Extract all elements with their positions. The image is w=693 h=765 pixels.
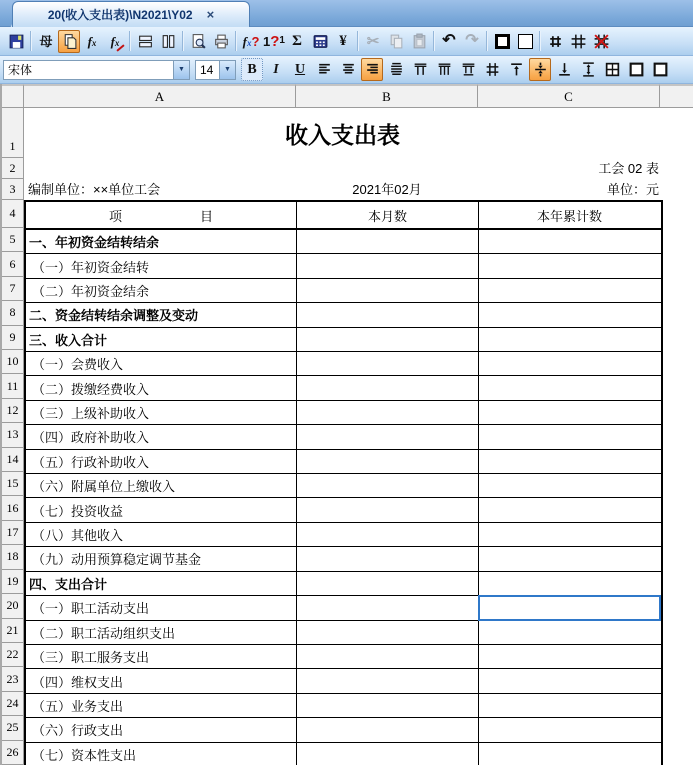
- item-cell[interactable]: （四）政府补助收入: [26, 425, 297, 448]
- split-horizontal-icon[interactable]: [134, 30, 156, 53]
- sum-icon[interactable]: Σ: [292, 32, 302, 49]
- selected-cell[interactable]: [479, 596, 660, 619]
- row-header[interactable]: 11: [2, 374, 24, 398]
- paste-icon[interactable]: [408, 30, 430, 53]
- row-header[interactable]: 13: [2, 423, 24, 447]
- spreadsheet-area: [0, 84, 693, 765]
- row-header[interactable]: 1: [2, 108, 24, 158]
- row-header[interactable]: 10: [2, 350, 24, 374]
- table-row: [26, 279, 661, 303]
- undo-icon[interactable]: ↶: [442, 32, 456, 49]
- month-cell[interactable]: [297, 352, 479, 375]
- align-center-icon[interactable]: [337, 58, 359, 81]
- border-thick-box-icon[interactable]: [491, 30, 513, 53]
- header-month[interactable]: 本月数: [297, 202, 479, 228]
- month-cell[interactable]: [297, 474, 479, 497]
- select-all-corner[interactable]: [2, 84, 24, 108]
- report-title-cell[interactable]: 收入支出表: [285, 121, 400, 148]
- item-cell[interactable]: 一、年初资金结转结余: [26, 230, 297, 253]
- toolbar-separator: [235, 31, 237, 51]
- column-header-b[interactable]: B: [296, 84, 478, 108]
- split-vertical-icon[interactable]: [157, 30, 179, 53]
- ytd-cell[interactable]: [479, 401, 660, 424]
- row-header[interactable]: 6: [2, 252, 24, 276]
- item-cell[interactable]: （四）维权支出: [26, 669, 297, 692]
- table-row: [26, 425, 661, 449]
- header-item[interactable]: 项 目: [26, 202, 297, 228]
- ytd-cell[interactable]: [479, 498, 660, 521]
- column-header-a[interactable]: A: [24, 84, 296, 108]
- row-header[interactable]: 19: [2, 570, 24, 594]
- table-row: [26, 303, 661, 327]
- row-header[interactable]: 21: [2, 619, 24, 643]
- format-toolbar: [0, 56, 693, 84]
- row-header[interactable]: 7: [2, 277, 24, 301]
- row-header[interactable]: 24: [2, 692, 24, 716]
- month-cell[interactable]: [297, 401, 479, 424]
- month-cell[interactable]: [297, 450, 479, 473]
- valign-top-1-icon[interactable]: [409, 58, 431, 81]
- valign-top-2-icon[interactable]: [433, 58, 455, 81]
- month-cell[interactable]: [297, 596, 479, 619]
- ytd-cell[interactable]: [479, 425, 660, 448]
- redo-icon[interactable]: ↷: [465, 32, 479, 49]
- table-row: [26, 547, 661, 571]
- row-header[interactable]: 15: [2, 472, 24, 496]
- ytd-cell[interactable]: [479, 303, 660, 326]
- cut-icon[interactable]: ✂: [366, 32, 380, 50]
- borders-all-icon[interactable]: [601, 58, 623, 81]
- period-cell[interactable]: 2021年02月: [352, 182, 422, 197]
- ytd-cell[interactable]: [479, 621, 660, 644]
- border-partial-icon[interactable]: [649, 58, 671, 81]
- row-header[interactable]: 18: [2, 545, 24, 569]
- row-header[interactable]: 4: [2, 200, 24, 228]
- month-cell[interactable]: [297, 523, 479, 546]
- row-header-strip: [2, 108, 24, 765]
- copy-sheet-icon[interactable]: [58, 30, 80, 53]
- formula-audit-icon[interactable]: fx: [104, 30, 126, 53]
- print-icon[interactable]: [210, 30, 232, 53]
- row-header[interactable]: 17: [2, 521, 24, 545]
- underline-button[interactable]: U: [294, 61, 306, 77]
- month-cell[interactable]: [297, 694, 479, 717]
- bold-button[interactable]: B: [241, 58, 263, 81]
- ytd-cell[interactable]: [479, 230, 660, 253]
- row-header[interactable]: 8: [2, 301, 24, 325]
- close-icon[interactable]: ×: [206, 7, 215, 22]
- font-size-select[interactable]: [195, 60, 236, 80]
- template-icon[interactable]: 母: [39, 33, 53, 49]
- table-row: [26, 718, 661, 742]
- border-thin-box-icon[interactable]: [514, 30, 536, 53]
- ytd-cell[interactable]: [479, 694, 660, 717]
- row-header[interactable]: 2: [2, 158, 24, 179]
- ytd-cell[interactable]: [479, 279, 660, 302]
- item-cell[interactable]: （三）职工服务支出: [26, 645, 297, 668]
- valign-top-arrow-icon[interactable]: [505, 58, 527, 81]
- item-cell[interactable]: （二）拨缴经费收入: [26, 376, 297, 399]
- item-cell[interactable]: 四、支出合计: [26, 572, 297, 595]
- month-cell[interactable]: [297, 718, 479, 741]
- month-cell[interactable]: [297, 279, 479, 302]
- ytd-cell[interactable]: [479, 450, 660, 473]
- table-row: [26, 376, 661, 400]
- table-row: [26, 645, 661, 669]
- table-row: [26, 572, 661, 596]
- chevron-down-icon[interactable]: ▼: [173, 61, 189, 79]
- table-row: [26, 474, 661, 498]
- row-header[interactable]: 16: [2, 496, 24, 520]
- border-outline-icon[interactable]: [625, 58, 647, 81]
- table-row: [26, 743, 661, 765]
- item-cell[interactable]: （五）行政补助收入: [26, 450, 297, 473]
- row-header[interactable]: 12: [2, 399, 24, 423]
- print-preview-icon[interactable]: [187, 30, 209, 53]
- month-cell[interactable]: [297, 621, 479, 644]
- item-cell[interactable]: （二）职工活动组织支出: [26, 621, 297, 644]
- cross-grid-icon[interactable]: [481, 58, 503, 81]
- month-cell[interactable]: [297, 572, 479, 595]
- formula-icon[interactable]: fx: [87, 33, 97, 49]
- month-cell[interactable]: [297, 498, 479, 521]
- ytd-cell[interactable]: [479, 645, 660, 668]
- valign-bottom-icon[interactable]: [553, 58, 575, 81]
- form-number-cell[interactable]: 工会 02 表: [598, 161, 659, 176]
- font-name-value: 宋体: [8, 63, 33, 77]
- row-header[interactable]: 5: [2, 228, 24, 252]
- tab-bar: [0, 0, 693, 27]
- table-row: [26, 694, 661, 718]
- copy-icon[interactable]: [385, 30, 407, 53]
- toolbar-separator: [357, 31, 359, 51]
- main-toolbar: [0, 27, 693, 56]
- column-header-filler: [660, 84, 693, 108]
- report-table: [24, 200, 663, 765]
- month-cell[interactable]: [297, 743, 479, 765]
- table-row: [26, 621, 661, 645]
- item-cell[interactable]: 二、资金结转结余调整及变动: [26, 303, 297, 326]
- ytd-cell[interactable]: [479, 376, 660, 399]
- ytd-cell[interactable]: [479, 254, 660, 277]
- column-header-c[interactable]: C: [478, 84, 660, 108]
- valign-top-3-icon[interactable]: [457, 58, 479, 81]
- row-header[interactable]: 3: [2, 179, 24, 200]
- row-header[interactable]: 25: [2, 716, 24, 740]
- item-cell[interactable]: （一）会费收入: [26, 352, 297, 375]
- item-cell[interactable]: （五）业务支出: [26, 694, 297, 717]
- table-row: [26, 328, 661, 352]
- grid-small-icon[interactable]: [544, 30, 566, 53]
- table-row: [26, 352, 661, 376]
- item-cell[interactable]: （三）上级补助收入: [26, 401, 297, 424]
- row-header[interactable]: 26: [2, 741, 24, 765]
- month-cell[interactable]: [297, 303, 479, 326]
- toolbar-separator: [486, 31, 488, 51]
- row-header[interactable]: 23: [2, 667, 24, 691]
- table-row: [26, 498, 661, 522]
- row-header[interactable]: 9: [2, 326, 24, 350]
- toolbar-separator: [129, 31, 131, 51]
- item-cell[interactable]: 三、收入合计: [26, 328, 297, 351]
- table-row: [26, 401, 661, 425]
- row-header[interactable]: 20: [2, 594, 24, 618]
- formula-check-icon[interactable]: fx ?: [242, 33, 260, 49]
- report-tab[interactable]: [12, 1, 250, 27]
- month-cell[interactable]: [297, 669, 479, 692]
- table-row: [26, 450, 661, 474]
- month-cell[interactable]: [297, 230, 479, 253]
- valign-middle-icon[interactable]: [529, 58, 551, 81]
- table-row: [26, 523, 661, 547]
- item-cell[interactable]: （九）动用预算稳定调节基金: [26, 547, 297, 570]
- ytd-cell[interactable]: [479, 669, 660, 692]
- recalc-check-icon[interactable]: 1 ? 1: [263, 32, 285, 50]
- toolbar-separator: [182, 31, 184, 51]
- row-header[interactable]: 14: [2, 448, 24, 472]
- toolbar-separator: [30, 31, 32, 51]
- font-select[interactable]: [3, 60, 190, 80]
- table-row: [26, 596, 661, 620]
- org-cell[interactable]: 编制单位：××单位工会: [28, 182, 161, 197]
- item-cell[interactable]: （一）年初资金结转: [26, 254, 297, 277]
- align-left-icon[interactable]: [313, 58, 335, 81]
- month-cell[interactable]: [297, 547, 479, 570]
- table-calc-icon[interactable]: [309, 30, 331, 53]
- ytd-cell[interactable]: [479, 743, 660, 765]
- month-cell[interactable]: [297, 328, 479, 351]
- currency-icon[interactable]: ¥: [339, 32, 347, 49]
- ytd-cell[interactable]: [479, 718, 660, 741]
- toolbar-separator: [539, 31, 541, 51]
- row-header[interactable]: 22: [2, 643, 24, 667]
- ytd-cell[interactable]: [479, 572, 660, 595]
- table-row: [26, 230, 661, 254]
- tab-title: 20(收入支出表)\N2021\Y02: [47, 8, 193, 22]
- italic-button[interactable]: I: [273, 61, 279, 77]
- header-ytd[interactable]: 本年累计数: [536, 208, 602, 224]
- item-cell[interactable]: （六）附属单位上缴收入: [26, 474, 297, 497]
- table-row: [26, 254, 661, 278]
- month-cell[interactable]: [297, 376, 479, 399]
- month-cell[interactable]: [297, 254, 479, 277]
- ytd-cell[interactable]: [479, 523, 660, 546]
- ytd-cell[interactable]: [479, 352, 660, 375]
- toolbar-separator: [433, 31, 435, 51]
- ytd-cell[interactable]: [479, 547, 660, 570]
- item-cell[interactable]: （六）行政支出: [26, 718, 297, 741]
- ytd-cell[interactable]: [479, 328, 660, 351]
- ytd-cell[interactable]: [479, 474, 660, 497]
- align-distribute-icon[interactable]: [385, 58, 407, 81]
- month-cell[interactable]: [297, 645, 479, 668]
- item-cell[interactable]: （一）职工活动支出: [26, 596, 297, 619]
- item-cell[interactable]: （七）资本性支出: [26, 743, 297, 765]
- item-cell[interactable]: （二）年初资金结余: [26, 279, 297, 302]
- chevron-down-icon[interactable]: ▼: [219, 61, 235, 79]
- month-cell[interactable]: [297, 425, 479, 448]
- table-row: [26, 669, 661, 693]
- grid-large-icon[interactable]: [567, 30, 589, 53]
- grid-remove-icon[interactable]: [590, 30, 612, 53]
- meta-row: [24, 179, 661, 200]
- table-header-row: [26, 202, 661, 230]
- save-icon[interactable]: [5, 30, 27, 53]
- unit-cell[interactable]: 单位：元: [606, 182, 659, 197]
- item-cell[interactable]: （八）其他收入: [26, 523, 297, 546]
- align-right-icon[interactable]: [361, 58, 383, 81]
- font-size-value: 14: [200, 62, 214, 77]
- row-fit-height-icon[interactable]: [577, 58, 599, 81]
- item-cell[interactable]: （七）投资收益: [26, 498, 297, 521]
